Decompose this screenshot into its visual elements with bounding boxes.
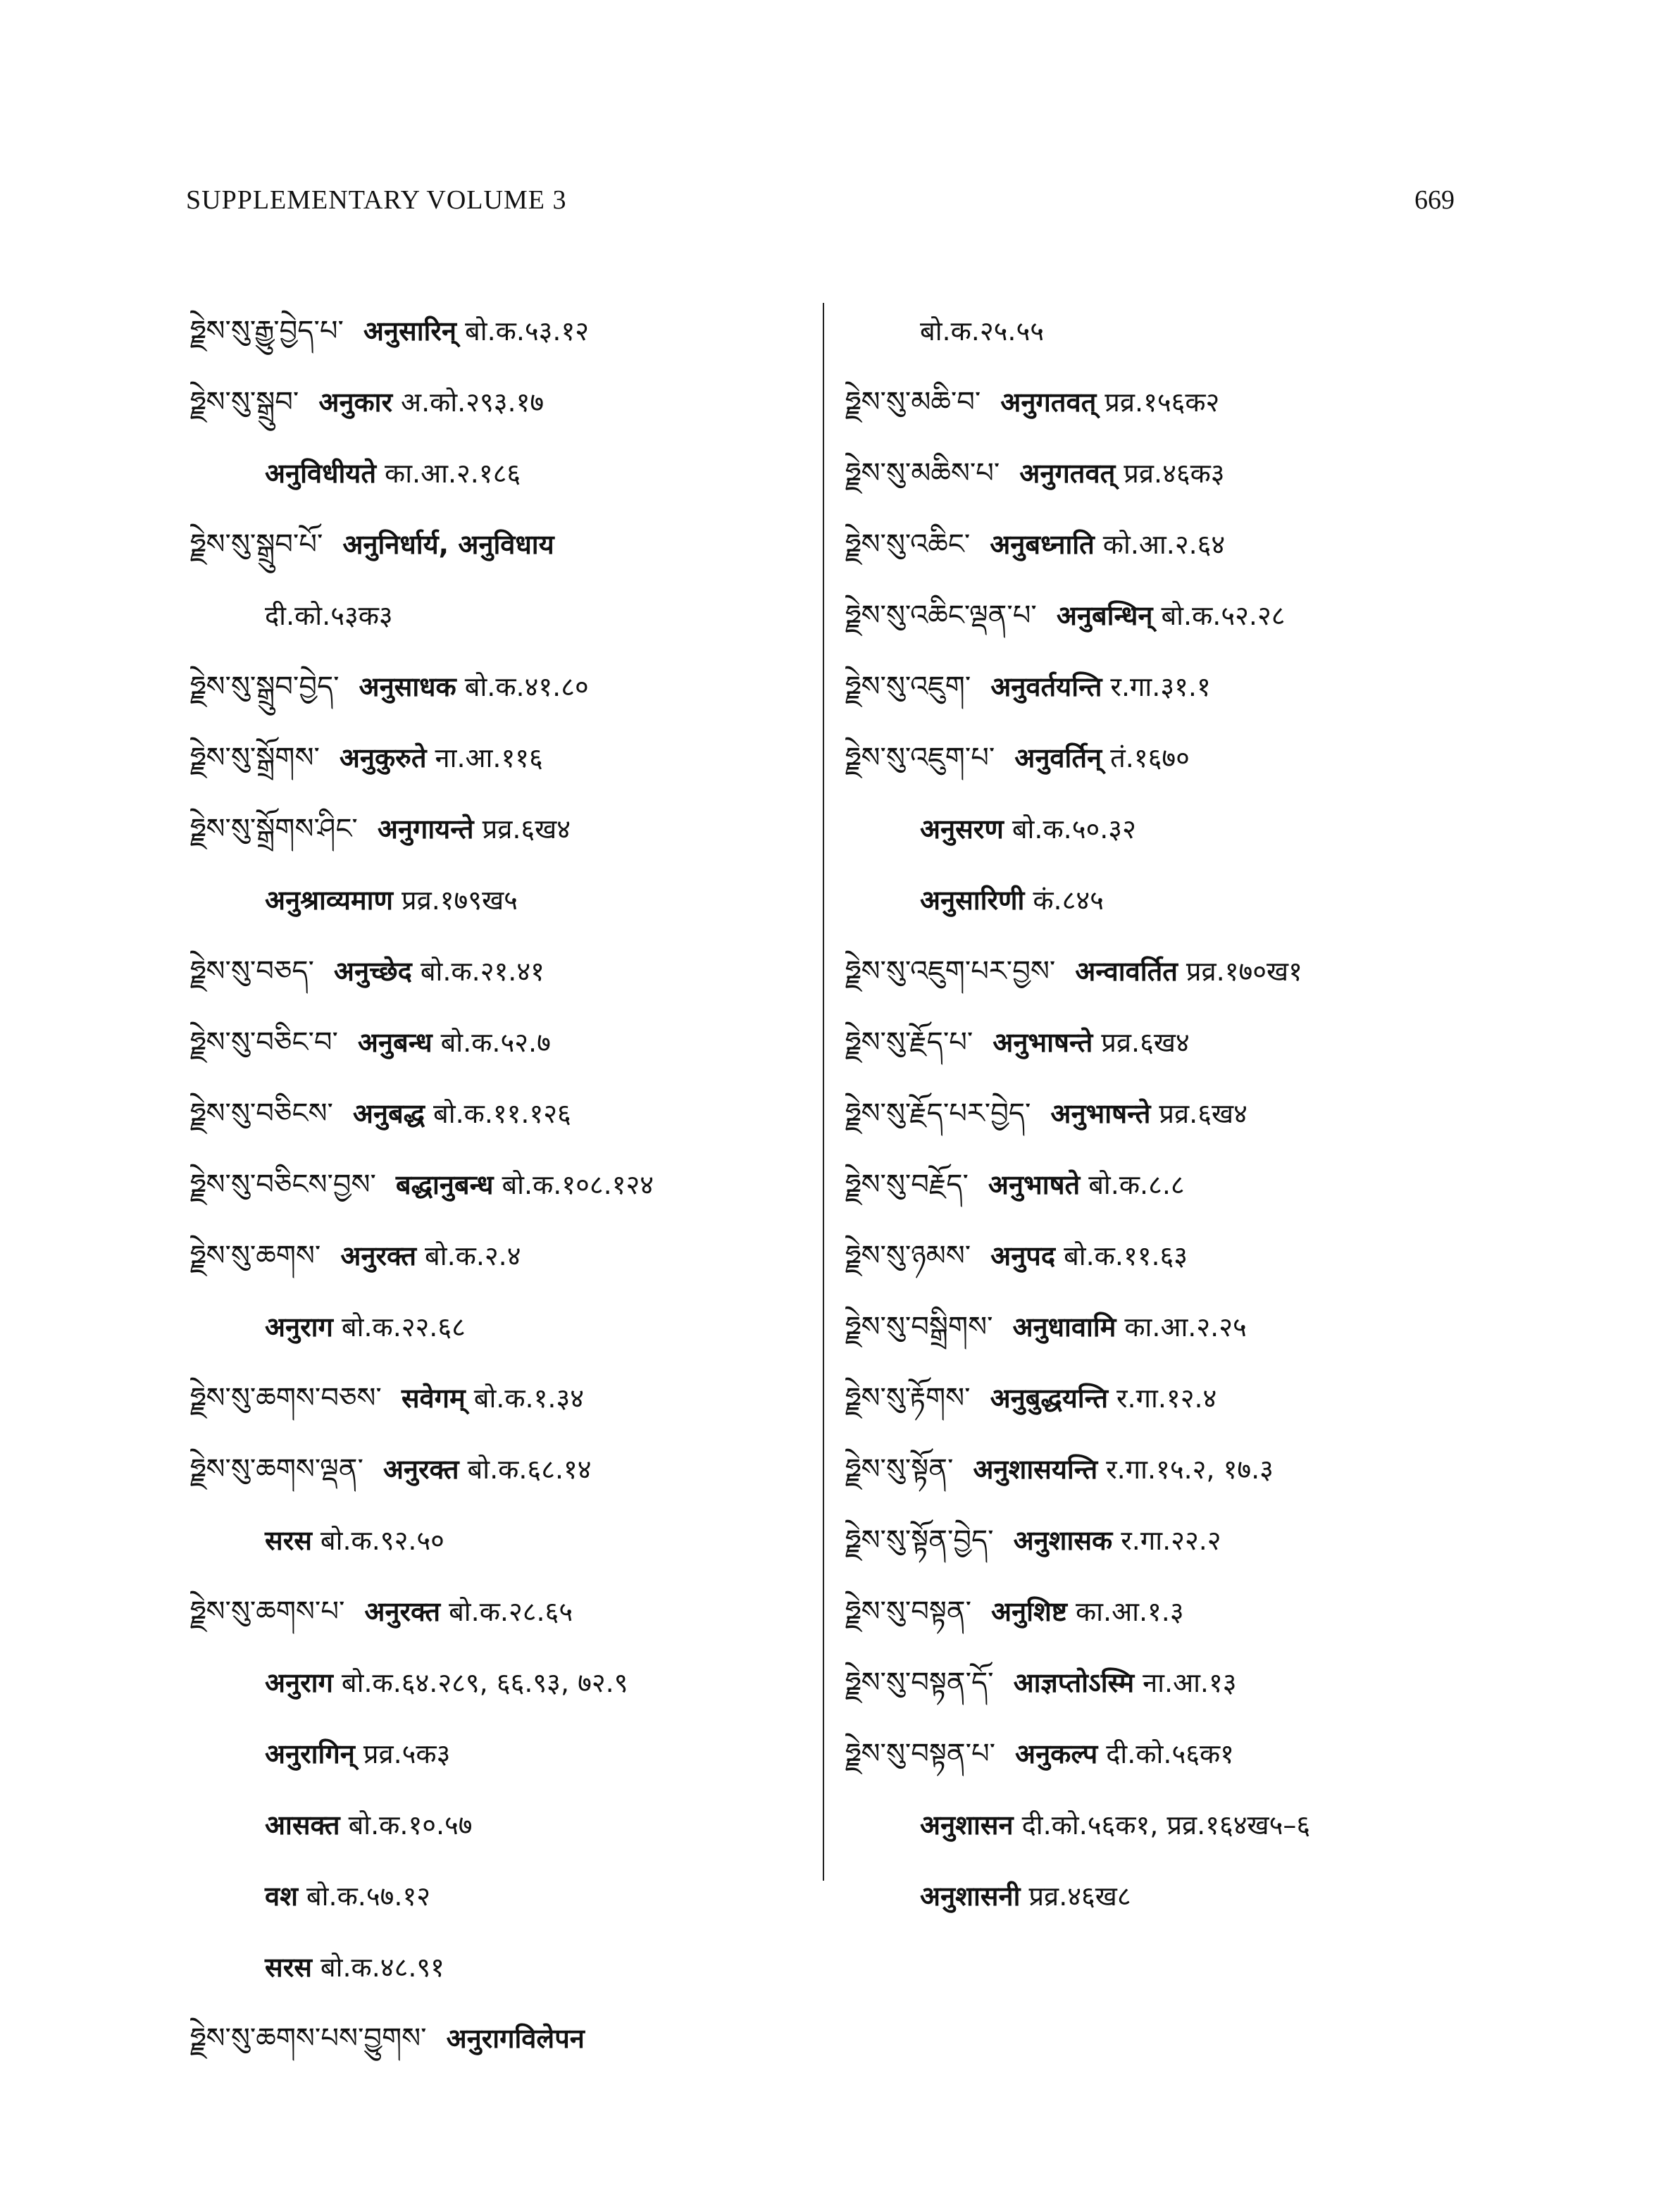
sub-entry bbox=[845, 1790, 1465, 1861]
dictionary-entry bbox=[845, 1648, 1465, 1719]
sanskrit-equivalent: अनुशासक bbox=[1013, 1525, 1113, 1556]
source-reference: को.आ.२.६४ bbox=[1102, 529, 1226, 560]
sanskrit-equivalent: आज्ञप्तोऽस्मि bbox=[1013, 1667, 1135, 1698]
dictionary-entry bbox=[845, 1150, 1465, 1221]
dictionary-entry bbox=[845, 438, 1465, 509]
tibetan-headword: ཧྗེས་སུ་བཅིང་བ་ bbox=[190, 1026, 338, 1059]
sanskrit-equivalent: अनुकार bbox=[318, 387, 393, 418]
sub-entry bbox=[190, 1932, 803, 2003]
sanskrit-equivalent: अनुशासनी bbox=[920, 1881, 1021, 1912]
tibetan-headword: ཧྗེས་སུ་ཆགས་བཅས་ bbox=[190, 1382, 382, 1414]
dictionary-entry bbox=[190, 1576, 803, 1648]
sub-entry bbox=[190, 1719, 803, 1790]
sanskrit-equivalent: बद्धानुबन्ध bbox=[395, 1169, 494, 1200]
sanskrit-equivalent: अनुराग bbox=[265, 1667, 333, 1698]
tibetan-headword: ཧྗེས་སུ་སྒྲོགས་ bbox=[190, 742, 320, 774]
sanskrit-equivalent: अनुगायन्ते bbox=[377, 814, 474, 845]
sanskrit-equivalent: अनुशिष्ट bbox=[991, 1596, 1067, 1627]
left-column bbox=[190, 296, 803, 2074]
sub-entry bbox=[190, 1292, 803, 1363]
source-reference: बो.क.८.८ bbox=[1088, 1169, 1185, 1200]
source-reference: र.गा.१२.४ bbox=[1116, 1383, 1217, 1414]
right-column bbox=[845, 296, 1465, 1932]
sanskrit-equivalent: अनुसारिणी bbox=[920, 885, 1025, 916]
tibetan-headword: ཧྗེས་སུ་ཆགས་པས་བྱུགས་ bbox=[190, 2022, 427, 2055]
tibetan-headword: ཧྗེས་སུ་བཅད་ bbox=[190, 955, 314, 988]
dictionary-entry bbox=[190, 652, 803, 723]
source-reference: बो.क.२८.६५ bbox=[449, 1596, 573, 1627]
sanskrit-equivalent: अनुरागिन् bbox=[265, 1738, 355, 1769]
sanskrit-equivalent: अनुसाधक bbox=[359, 671, 456, 702]
source-reference: तं.१६७० bbox=[1110, 742, 1190, 773]
sanskrit-equivalent: अनुकुरुते bbox=[339, 742, 427, 773]
sanskrit-equivalent: अनुनिर्धार्य, अनुविधाय bbox=[342, 529, 554, 560]
sanskrit-equivalent: आसक्त bbox=[265, 1810, 340, 1841]
dictionary-entry bbox=[845, 580, 1465, 652]
sanskrit-equivalent: अनुरक्त bbox=[382, 1454, 459, 1485]
sub-entry bbox=[845, 794, 1465, 865]
tibetan-headword: ཧྗེས་སུ་འཇུག་པ་ bbox=[845, 742, 995, 774]
source-reference: प्रव्र.४६ख८ bbox=[1028, 1881, 1131, 1912]
tibetan-headword: ཧྗེས་སུ་སྒྲུབ་བྱེད་ bbox=[190, 671, 340, 703]
sanskrit-equivalent: अनुरक्त bbox=[340, 1240, 417, 1271]
tibetan-headword: ཧྗེས་སུ་སྒྲོགས་ཤིང་ bbox=[190, 813, 358, 845]
dictionary-entry bbox=[845, 936, 1465, 1007]
sanskrit-equivalent: अनुबध्नाति bbox=[990, 529, 1095, 560]
tibetan-headword: ཧྗེས་སུ་སྒྲུབ་ bbox=[190, 386, 299, 418]
source-reference: बो.क.४१.८० bbox=[464, 671, 589, 702]
source-reference: प्रव्र.१७९ख५ bbox=[401, 885, 518, 916]
tibetan-headword: ཧྗེས་སུ་འཇུག་པར་བྱས་ bbox=[845, 955, 1056, 988]
source-reference: र.गा.१५.२, १७.३ bbox=[1106, 1454, 1274, 1485]
dictionary-entry bbox=[845, 1221, 1465, 1292]
dictionary-entry bbox=[190, 509, 803, 580]
source-reference: अ.को.२९३.१७ bbox=[401, 387, 545, 418]
source-reference: बो.क.१०.५७ bbox=[348, 1810, 473, 1841]
sanskrit-equivalent: अनुभाषन्ते bbox=[1050, 1098, 1151, 1129]
column-divider bbox=[823, 303, 824, 1881]
dictionary-entry bbox=[190, 936, 803, 1007]
tibetan-headword: ཧྗེས་སུ་བཅིངས་ bbox=[190, 1097, 333, 1130]
source-reference: बो.क.५३.१२ bbox=[465, 316, 590, 347]
source-reference: बो.क.६४.२८९, ६६.९३, ७२.९ bbox=[341, 1667, 628, 1698]
source-reference: प्रव्र.१७०ख१ bbox=[1186, 956, 1302, 987]
sub-entry bbox=[845, 865, 1465, 936]
dictionary-entry bbox=[845, 1505, 1465, 1576]
dictionary-entry bbox=[845, 652, 1465, 723]
source-reference: कं.८४५ bbox=[1033, 885, 1104, 916]
tibetan-headword: ཧྗེས་སུ་ཆགས་ལྡན་ bbox=[190, 1453, 363, 1486]
sanskrit-equivalent: अनुबुद्धयन्ति bbox=[990, 1383, 1108, 1414]
sub-entry bbox=[845, 1861, 1465, 1932]
tibetan-headword: ཧྗེས་སུ་སྟོན་བྱེད་ bbox=[845, 1524, 994, 1557]
dictionary-entry bbox=[190, 1078, 803, 1150]
sub-entry bbox=[190, 1861, 803, 1932]
running-head: SUPPLEMENTARY VOLUME 3 bbox=[186, 185, 567, 215]
tibetan-headword: ཧྗེས་སུ་སྟོན་ bbox=[845, 1453, 954, 1486]
dictionary-entry bbox=[845, 1363, 1465, 1434]
source-reference: ना.आ.११६ bbox=[435, 742, 543, 773]
source-reference: प्रव्र.१५६क२ bbox=[1105, 387, 1220, 418]
source-reference: का.आ.२.१८६ bbox=[385, 458, 521, 489]
tibetan-headword: ཧྗེས་སུ་ཉམས་ bbox=[845, 1240, 971, 1272]
tibetan-headword: ཧྗེས་སུ་བསྟན་ bbox=[845, 1595, 971, 1628]
tibetan-headword: ཧྗེས་སུ་འཇུག་ bbox=[845, 671, 971, 703]
sanskrit-equivalent: अनुश्राव्यमाण bbox=[265, 885, 393, 916]
dictionary-entry bbox=[190, 296, 803, 367]
sanskrit-equivalent: अनुबन्धिन् bbox=[1056, 600, 1153, 631]
dictionary-entry bbox=[845, 367, 1465, 438]
tibetan-headword: ཧྗེས་སུ་བཅིངས་བྱས་ bbox=[190, 1169, 376, 1201]
sanskrit-equivalent: अनुधावामि bbox=[1012, 1312, 1116, 1343]
dictionary-entry bbox=[190, 794, 803, 865]
source-reference: प्रव्र.६ख४ bbox=[1101, 1027, 1190, 1058]
sanskrit-equivalent: अनुपद bbox=[990, 1240, 1056, 1271]
sanskrit-equivalent: अनुशासन bbox=[920, 1810, 1014, 1841]
source-reference: बो.क.५२.२८ bbox=[1161, 600, 1286, 631]
sanskrit-equivalent: सवेगम् bbox=[401, 1383, 466, 1414]
tibetan-headword: ཧྗེས་སུ་རྒྱུ་བྱེད་པ་ bbox=[190, 315, 344, 347]
page-header bbox=[186, 185, 1455, 227]
sub-entry bbox=[190, 1505, 803, 1576]
page-number: 669 bbox=[1414, 185, 1455, 215]
sanskrit-equivalent: सरस bbox=[265, 1952, 312, 1983]
tibetan-headword: ཧྗེས་སུ་རྗོད་པར་བྱེད་ bbox=[845, 1097, 1031, 1130]
dictionary-entry bbox=[190, 1150, 803, 1221]
source-reference: बो.क.४८.९१ bbox=[320, 1952, 444, 1983]
source-reference: प्रव्र.५क३ bbox=[363, 1738, 451, 1769]
dictionary-entry bbox=[845, 509, 1465, 580]
source-reference: प्रव्र.४६क३ bbox=[1124, 458, 1225, 489]
tibetan-headword: ཧྗེས་སུ་ཆགས་ bbox=[190, 1240, 321, 1272]
dictionary-entry bbox=[845, 723, 1465, 794]
source-reference: र.गा.२२.२ bbox=[1121, 1525, 1221, 1556]
source-reference: बो.क.५२.७ bbox=[440, 1027, 551, 1058]
dictionary-entry bbox=[190, 723, 803, 794]
tibetan-headword: ཧྗེས་སུ་མཆི་བ་ bbox=[845, 386, 981, 418]
tibetan-headword: ཧྗེས་སུ་བསྒྲིགས་ bbox=[845, 1311, 993, 1343]
sanskrit-equivalent: अनुगतवत् bbox=[1019, 458, 1116, 489]
sanskrit-equivalent: अनुविधीयते bbox=[265, 458, 377, 489]
source-reference: प्रव्र.६ख४ bbox=[482, 814, 571, 845]
sanskrit-equivalent: अनुशासयन्ति bbox=[973, 1454, 1098, 1485]
source-reference: ना.आ.१३ bbox=[1143, 1667, 1237, 1698]
source-reference: बो.क.५७.१२ bbox=[306, 1881, 430, 1912]
source-reference: बो.क.६८.१४ bbox=[467, 1454, 592, 1485]
dictionary-entry bbox=[845, 1292, 1465, 1363]
source-reference: दी.को.५६क१ bbox=[1106, 1738, 1234, 1769]
sanskrit-equivalent: अनुसरण bbox=[920, 814, 1004, 845]
source-reference: बो.क.२५.५५ bbox=[920, 316, 1045, 347]
sanskrit-equivalent: अनुकल्प bbox=[1015, 1738, 1098, 1769]
sanskrit-equivalent: अनुसारिन् bbox=[363, 316, 457, 347]
dictionary-entry bbox=[190, 2003, 803, 2074]
dictionary-entry bbox=[845, 1434, 1465, 1505]
tibetan-headword: ཧྗེས་སུ་འཆིང་ bbox=[845, 528, 971, 561]
source-reference: बो.क.१०८.१२४ bbox=[502, 1169, 654, 1200]
source-reference: बो.क.११.६३ bbox=[1064, 1240, 1188, 1271]
source-reference: दी.को.५३क३ bbox=[265, 600, 393, 631]
source-reference: बो.क.११.१२६ bbox=[433, 1098, 571, 1129]
sanskrit-equivalent: अनुबन्ध bbox=[357, 1027, 433, 1058]
dictionary-entry bbox=[190, 1007, 803, 1078]
sub-entry bbox=[190, 1648, 803, 1719]
dictionary-entry bbox=[845, 1576, 1465, 1648]
dictionary-entry bbox=[845, 1719, 1465, 1790]
sanskrit-equivalent: अनुवर्तयन्ति bbox=[990, 671, 1102, 702]
sanskrit-equivalent: अनुगतवत् bbox=[1000, 387, 1097, 418]
source-reference: र.गा.३१.१ bbox=[1110, 671, 1211, 702]
source-reference: प्रव्र.६ख४ bbox=[1159, 1098, 1247, 1129]
sanskrit-equivalent: अनुभाषते bbox=[988, 1169, 1081, 1200]
tibetan-headword: ཧྗེས་སུ་བསྟན་དོ་ bbox=[845, 1667, 994, 1699]
dictionary-entry bbox=[190, 1221, 803, 1292]
dictionary-entry bbox=[845, 1007, 1465, 1078]
tibetan-headword: ཧྗེས་སུ་མཆིས་པ་ bbox=[845, 457, 1000, 490]
source-reference: बो.क.२१.४१ bbox=[420, 956, 545, 987]
tibetan-headword: ཧྗེས་སུ་སྒྲུབ་པོ་ bbox=[190, 528, 323, 561]
source-reference: का.आ.२.२५ bbox=[1124, 1312, 1247, 1343]
source-reference: बो.क.५०.३२ bbox=[1012, 814, 1136, 845]
sanskrit-equivalent: सरस bbox=[265, 1525, 312, 1556]
source-reference: बो.क.९२.५० bbox=[320, 1525, 444, 1556]
source-reference: दी.को.५६क१, प्रव्र.१६४ख५–६ bbox=[1021, 1810, 1311, 1841]
sanskrit-equivalent: अनुच्छेद bbox=[333, 956, 412, 987]
tibetan-headword: ཧྗེས་སུ་རྟོགས་ bbox=[845, 1382, 971, 1414]
sub-entry bbox=[190, 865, 803, 936]
tibetan-headword: ཧྗེས་སུ་བརྗོད་ bbox=[845, 1169, 969, 1201]
sub-entry bbox=[190, 1790, 803, 1861]
tibetan-headword: ཧྗེས་སུ་འཆིང་ལྡན་པ་ bbox=[845, 599, 1037, 632]
source-reference: का.आ.१.३ bbox=[1076, 1596, 1184, 1627]
sub-entry bbox=[845, 296, 1465, 367]
tibetan-headword: ཧྗེས་སུ་བསྟན་པ་ bbox=[845, 1738, 996, 1770]
sanskrit-equivalent: अनुबद्ध bbox=[352, 1098, 425, 1129]
source-reference: बो.क.१.३४ bbox=[473, 1383, 584, 1414]
tibetan-headword: ཧྗེས་སུ་རྗོད་པ་ bbox=[845, 1026, 973, 1059]
dictionary-entry bbox=[190, 367, 803, 438]
sanskrit-equivalent: अनुवर्तिन् bbox=[1014, 742, 1102, 773]
dictionary-entry bbox=[190, 1363, 803, 1434]
source-reference: बो.क.२.४ bbox=[425, 1240, 521, 1271]
dictionary-entry bbox=[845, 1078, 1465, 1150]
sanskrit-equivalent: अनुरक्त bbox=[364, 1596, 441, 1627]
tibetan-headword: ཧྗེས་སུ་ཆགས་པ་ bbox=[190, 1595, 345, 1628]
sub-entry bbox=[190, 580, 803, 652]
sanskrit-equivalent: अन्वावर्तित bbox=[1075, 956, 1178, 987]
sanskrit-equivalent: अनुरागविलेपन bbox=[446, 2023, 585, 2054]
sanskrit-equivalent: वश bbox=[265, 1881, 298, 1912]
sub-entry bbox=[190, 438, 803, 509]
sanskrit-equivalent: अनुराग bbox=[265, 1312, 333, 1343]
sanskrit-equivalent: अनुभाषन्ते bbox=[993, 1027, 1093, 1058]
dictionary-entry bbox=[190, 1434, 803, 1505]
source-reference: बो.क.२२.६८ bbox=[341, 1312, 466, 1343]
